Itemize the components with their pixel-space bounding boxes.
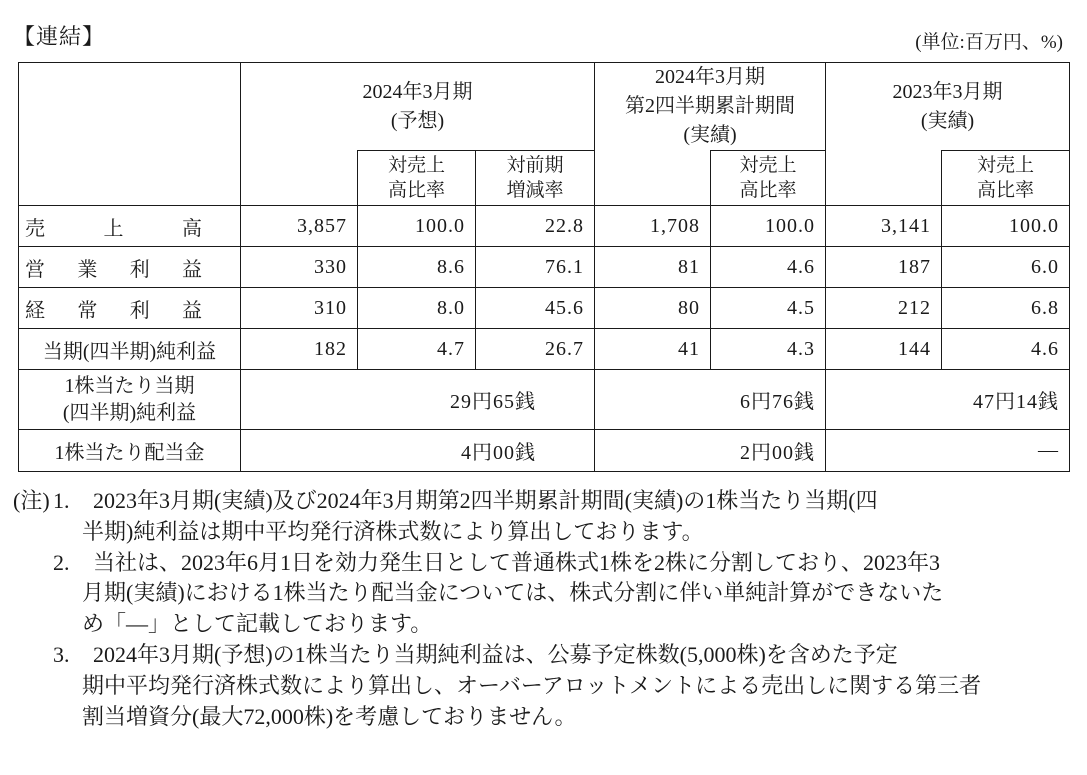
financial-results-table bbox=[18, 62, 1070, 472]
notes-section bbox=[13, 486, 1077, 732]
group-title-line: 2024年3月期 bbox=[655, 66, 765, 88]
note-item-2 bbox=[53, 548, 1077, 640]
net-income-forecast: 182 bbox=[241, 329, 358, 370]
net-income-fy2023: 144 bbox=[826, 329, 942, 370]
fy2023-value-subcell bbox=[826, 151, 942, 206]
ordinary-income-forecast-sales-ratio: 8.0 bbox=[358, 288, 476, 329]
col-group-fy2024-forecast bbox=[241, 63, 595, 151]
operating-income-forecast-sales-ratio: 8.6 bbox=[358, 247, 476, 288]
ordinary-income-q2: 80 bbox=[595, 288, 711, 329]
net-income-q2: 41 bbox=[595, 329, 711, 370]
net-sales-forecast-sales-ratio: 100.0 bbox=[358, 206, 476, 247]
note-line bbox=[53, 486, 1077, 517]
eps-q2: 6円76銭 bbox=[595, 370, 826, 430]
subheader-yoy-change-forecast: 対前期 増減率 bbox=[476, 151, 595, 206]
note-line: 割当増資分(最大72,000株)を考慮しておりません。 bbox=[82, 703, 577, 729]
operating-income-q2: 81 bbox=[595, 247, 711, 288]
col-group-fy2024-q2-actual bbox=[595, 63, 826, 151]
row-label-operating-income: 営業利益 bbox=[19, 247, 241, 288]
note-text: 2024年3月期(予想)の1株当たり当期純利益は、公募予定株数(5,000株)を含めた予定 bbox=[93, 641, 898, 667]
note-text: 2023年3月期(実績)及び2024年3月期第2四半期累計期間(実績)の1株当たり当期(四 bbox=[93, 488, 878, 513]
operating-income-forecast: 330 bbox=[241, 247, 358, 288]
operating-income-fy2023-sales-ratio: 6.0 bbox=[942, 247, 1070, 288]
ordinary-income-fy2023: 212 bbox=[826, 288, 942, 329]
note-line: 月期(実績)における1株当たり配当金については、株式分割に伴い単純計算ができないた bbox=[82, 580, 944, 606]
operating-income-q2-sales-ratio: 4.6 bbox=[711, 247, 826, 288]
row-label-net-sales: 売上高 bbox=[19, 206, 241, 247]
col-group-fy2023-actual bbox=[826, 63, 1070, 151]
eps-forecast: 29円65銭 bbox=[241, 370, 595, 430]
note-prefix: (注) bbox=[13, 488, 50, 513]
table-row-net-sales bbox=[19, 206, 1070, 247]
subheader-sales-ratio-fy2023: 対売上 高比率 bbox=[942, 151, 1070, 206]
group-title-line: (実績) bbox=[683, 124, 737, 146]
ordinary-income-fy2023-sales-ratio: 6.8 bbox=[942, 288, 1070, 329]
dividend-fy2023: ― bbox=[826, 430, 1070, 472]
note-item-3 bbox=[53, 640, 1077, 732]
forecast-value-subcell bbox=[241, 151, 358, 206]
subheader-sales-ratio-forecast: 対売上 高比率 bbox=[358, 151, 476, 206]
note-line: め「―」として記載しております。 bbox=[82, 611, 433, 637]
ordinary-income-q2-sales-ratio: 4.5 bbox=[711, 288, 826, 329]
net-sales-q2-sales-ratio: 100.0 bbox=[711, 206, 826, 247]
group-title-line: (実績) bbox=[920, 109, 975, 132]
q2-value-subcell bbox=[595, 151, 711, 206]
table-row-operating-income bbox=[19, 247, 1070, 288]
ordinary-income-forecast-yoy: 45.6 bbox=[476, 288, 595, 329]
row-label-net-income: 当期(四半期)純利益 bbox=[19, 329, 241, 370]
net-sales-forecast-yoy: 22.8 bbox=[476, 206, 595, 247]
table-row-net-income bbox=[19, 329, 1070, 370]
group-title-line: 2024年3月期 bbox=[362, 80, 473, 103]
table-row-dividend bbox=[19, 430, 1070, 472]
row-label-ordinary-income: 経常利益 bbox=[19, 288, 241, 329]
table-row-eps bbox=[19, 370, 1070, 430]
row-label-dividend: 1株当たり配当金 bbox=[19, 430, 241, 472]
unit-note: (単位:百万円、%) bbox=[915, 32, 1063, 53]
note-number: 2. bbox=[53, 549, 70, 575]
note-line bbox=[53, 548, 1077, 579]
note-text: 当社は、2023年6月1日を効力発生日として普通株式1株を2株に分割しており、2023年3 bbox=[93, 549, 941, 575]
note-number: 1. bbox=[53, 488, 70, 513]
corner-cell bbox=[19, 63, 241, 206]
net-income-forecast-sales-ratio: 4.7 bbox=[358, 329, 476, 370]
net-income-forecast-yoy: 26.7 bbox=[476, 329, 595, 370]
note-line bbox=[53, 640, 1077, 671]
dividend-forecast: 4円00銭 bbox=[241, 430, 595, 472]
note-number: 3. bbox=[53, 641, 70, 667]
eps-fy2023: 47円14銭 bbox=[826, 370, 1070, 430]
net-sales-fy2023-sales-ratio: 100.0 bbox=[942, 206, 1070, 247]
group-title-line: 2023年3月期 bbox=[892, 80, 1003, 103]
ordinary-income-forecast: 310 bbox=[241, 288, 358, 329]
operating-income-forecast-yoy: 76.1 bbox=[476, 247, 595, 288]
group-title-line: 第2四半期累計期間 bbox=[625, 95, 795, 117]
net-income-fy2023-sales-ratio: 4.6 bbox=[942, 329, 1070, 370]
table-row-ordinary-income bbox=[19, 288, 1070, 329]
dividend-q2: 2円00銭 bbox=[595, 430, 826, 472]
net-sales-fy2023: 3,141 bbox=[826, 206, 942, 247]
doc-title: 【連結】 bbox=[13, 24, 106, 49]
group-title-line: (予想) bbox=[390, 109, 445, 132]
operating-income-fy2023: 187 bbox=[826, 247, 942, 288]
note-line: 半期)純利益は期中平均発行済株式数により算出しております。 bbox=[82, 518, 704, 544]
net-income-q2-sales-ratio: 4.3 bbox=[711, 329, 826, 370]
note-item-1 bbox=[53, 486, 1077, 548]
row-label-eps: 1株当たり当期 (四半期)純利益 bbox=[19, 370, 241, 430]
subheader-sales-ratio-q2: 対売上 高比率 bbox=[711, 151, 826, 206]
net-sales-q2: 1,708 bbox=[595, 206, 711, 247]
note-line: 期中平均発行済株式数により算出し、オーバーアロットメントによる売出しに関する第三者 bbox=[82, 672, 982, 698]
net-sales-forecast: 3,857 bbox=[241, 206, 358, 247]
